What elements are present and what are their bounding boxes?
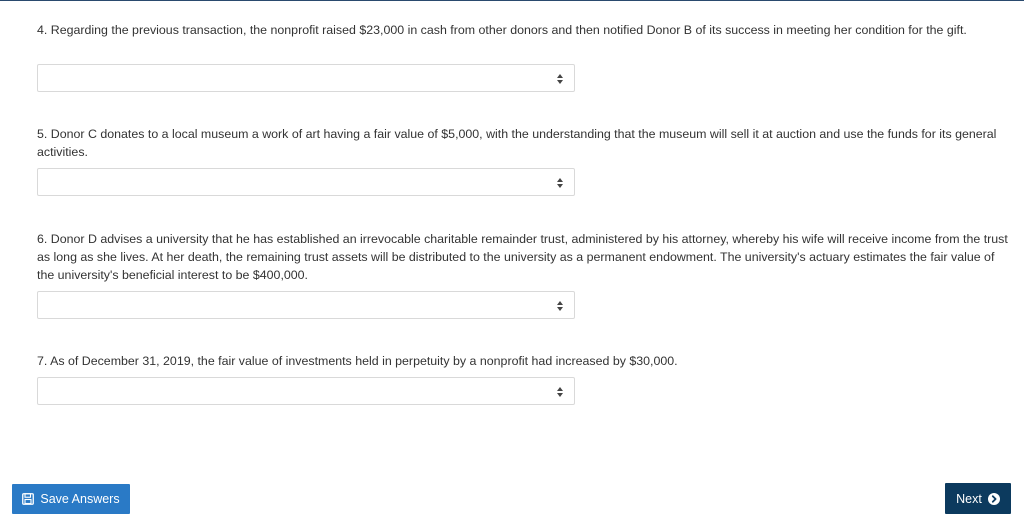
top-divider bbox=[0, 0, 1024, 1]
question-5 bbox=[37, 125, 1013, 161]
question-4-answer-select[interactable] bbox=[37, 64, 575, 92]
sort-arrows-icon bbox=[556, 177, 564, 189]
question-4-text: 4. Regarding the previous transaction, the nonprofit raised $23,000 in cash from other donors and then notified Donor B of its success in meeting her condition for the gift. bbox=[37, 23, 967, 37]
question-6-answer-select[interactable] bbox=[37, 291, 575, 319]
next-label: Next bbox=[956, 491, 982, 506]
floppy-disk-icon bbox=[22, 493, 34, 505]
sort-arrows-icon bbox=[556, 386, 564, 398]
question-7-answer-select[interactable] bbox=[37, 377, 575, 405]
question-4 bbox=[37, 21, 1013, 39]
question-7-text: 7. As of December 31, 2019, the fair value of investments held in perpetuity by a nonprofit had increased by $30,000. bbox=[37, 354, 678, 368]
next-button[interactable] bbox=[945, 483, 1011, 514]
save-answers-label: Save Answers bbox=[40, 492, 120, 506]
question-6 bbox=[37, 230, 1013, 285]
sort-arrows-icon bbox=[556, 300, 564, 312]
question-7 bbox=[37, 352, 1013, 370]
chevron-circle-right-icon bbox=[988, 493, 1000, 505]
save-answers-button[interactable] bbox=[12, 484, 130, 514]
sort-arrows-icon bbox=[556, 73, 564, 85]
question-5-answer-select[interactable] bbox=[37, 168, 575, 196]
question-6-text: 6. Donor D advises a university that he has established an irrevocable charitable remainder trust, administered by his attorney, whereby his wife will receive income from the trust as long as she lives. At her death, the remaining trust assets will be distributed to the university as a permanent endowment. The university's actuary estimates the fair value of the university's beneficial interest to be $400,000. bbox=[37, 232, 1008, 283]
question-5-text: 5. Donor C donates to a local museum a work of art having a fair value of $5,000, with the understanding that the museum will sell it at auction and use the funds for its general activities. bbox=[37, 127, 997, 160]
